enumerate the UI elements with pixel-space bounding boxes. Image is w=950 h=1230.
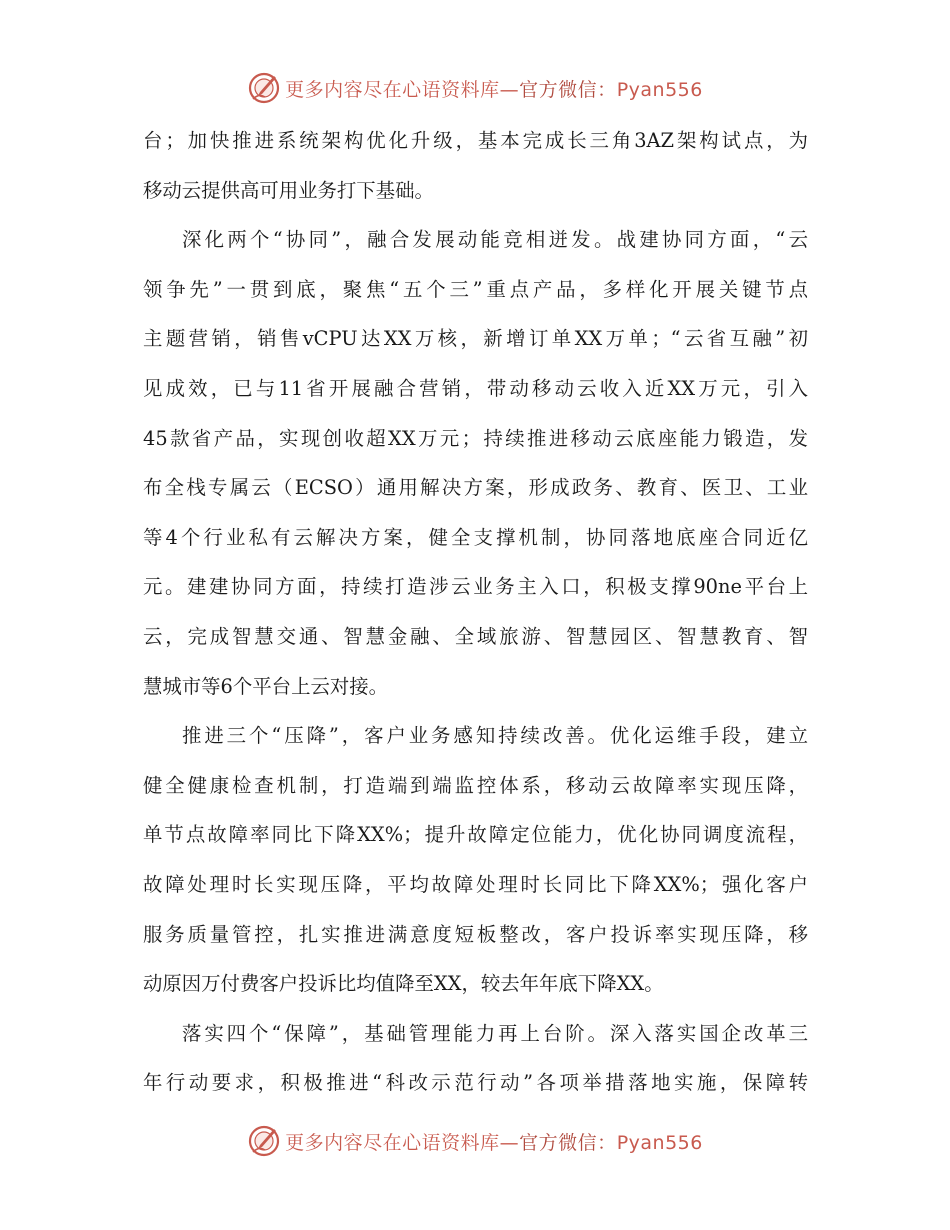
watermark-text: 更多内容尽在心语资料库—官方微信：Pyan556 [285,1131,703,1154]
text-line: 台；加快推进系统架构优化升级，基本完成长三角3AZ架构试点，为 [143,129,808,152]
text-line: 移动云提供高可用业务打下基础。 [143,178,434,202]
paragraph-start-line: 落实四个“保障”，基础管理能力再上台阶。深入落实国企改革三 [182,1021,808,1045]
paragraph-start-line: 深化两个“协同”，融合发展动能竞相迸发。战建协同方面，“云 [182,228,808,252]
paragraph-start-line: 推进三个“压降”，客户业务感知持续改善。优化运维手段，建立 [182,724,808,748]
wechat-id: Pyan556 [616,78,703,101]
wechat-id: Pyan556 [616,1131,703,1154]
text-line: 见成效，已与11省开展融合营销，带动移动云收入近XX万元，引入 [143,376,808,400]
footer-watermark [0,1123,950,1159]
text-line: 布全栈专属云（ECSO）通用解决方案，形成政务、教育、医卫、工业 [143,476,808,500]
text-line: 元。建建协同方面，持续打造涉云业务主入口，积极支撑90ne平台上 [143,575,808,599]
text-line: 动原因万付费客户投诉比均值降至XX，较去年年底下降XX。 [143,972,664,996]
quill-seal-icon [247,71,281,105]
document-body [143,116,808,1108]
text-line: 健全健康检查机制，打造端到端监控体系，移动云故障率实现压降， [143,773,808,797]
text-line: 故障处理时长实现压降，平均故障处理时长同比下降XX%；强化客户 [143,872,808,896]
text-line: 年行动要求，积极推进“科改示范行动”各项举措落地实施，保障转 [143,1071,808,1095]
text-line: 主题营销，销售vCPU达XX万核，新增订单XX万单；“云省互融”初 [143,327,808,351]
text-line: 云，完成智慧交通、智慧金融、全域旅游、智慧园区、智慧教育、智 [143,624,808,648]
text-line: 服务质量管控，扎实推进满意度短板整改，客户投诉率实现压降，移 [143,922,808,946]
text-line: 45款省产品，实现创收超XX万元；持续推进移动云底座能力锻造，发 [143,426,808,450]
text-line: 领争先”一贯到底，聚焦“五个三”重点产品，多样化开展关键节点 [143,277,808,301]
text-line: 等4个行业私有云解决方案，健全支撑机制，协同落地底座合同近亿 [143,525,808,549]
text-line: 慧城市等6个平台上云对接。 [143,674,389,698]
watermark-text: 更多内容尽在心语资料库—官方微信：Pyan556 [285,78,703,101]
header-watermark [0,70,950,106]
quill-seal-icon [247,1124,281,1158]
text-line: 单节点故障率同比下降XX%；提升故障定位能力，优化协同调度流程， [143,823,808,847]
